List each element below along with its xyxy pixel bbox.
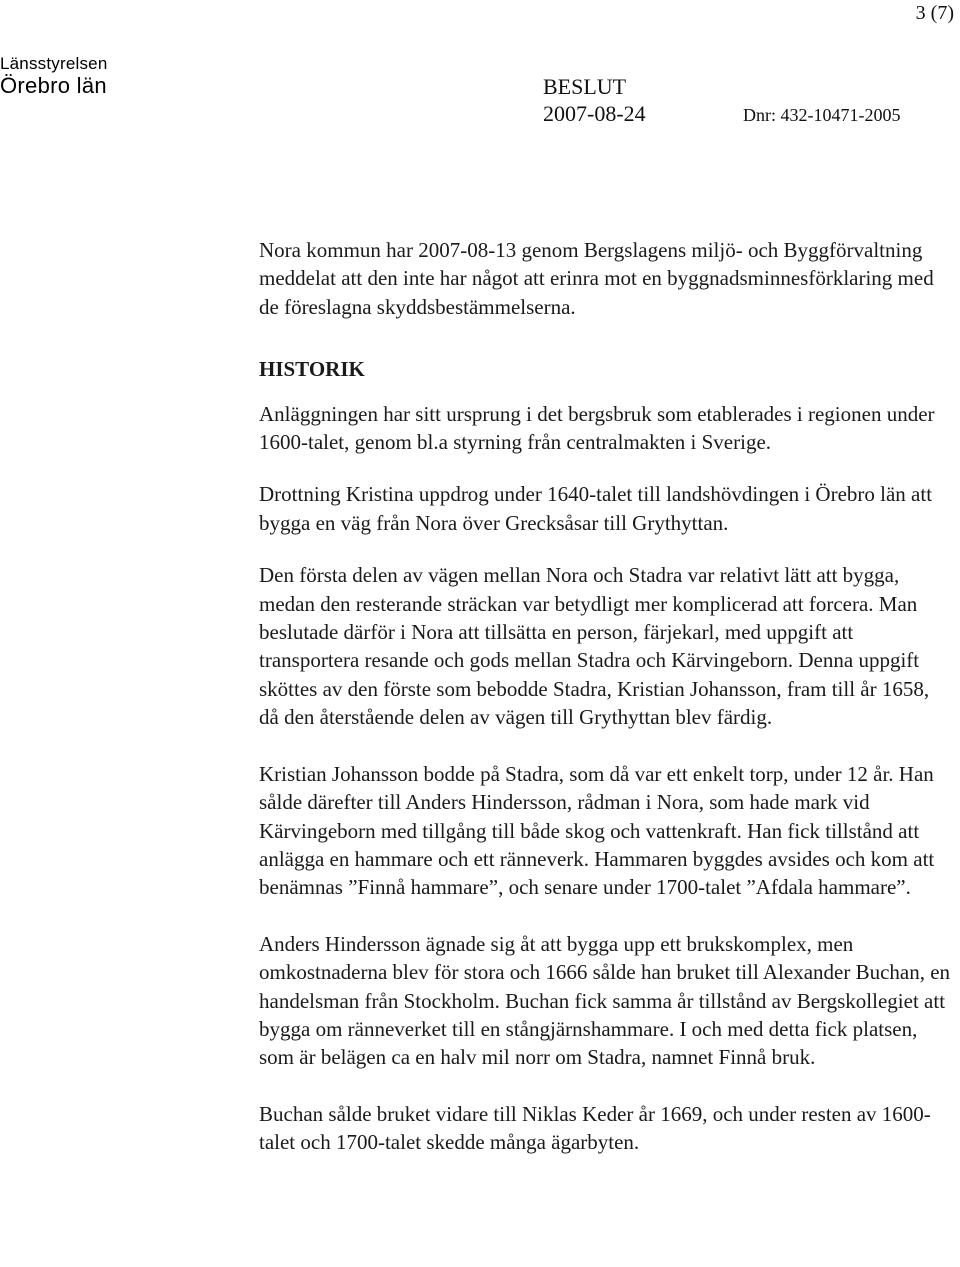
paragraph: Den första delen av vägen mellan Nora och Stadra var relativt lätt att bygga, medan den resterande sträckan var betydligt mer komplicerad att forcera. Man beslutade därför i Nora att tillsätta en person, färjekarl, med uppgift att transportera resande och gods mellan Stadra och Kärvingeborn. Denna uppgift sköttes av den förste som bebodde Stadra, Kristian Johansson, fram till år 1658, då den återstående delen av vägen till Grythyttan blev färdig.: [259, 563, 930, 730]
intro-paragraph: Nora kommun har 2007-08-13 genom Bergslagens miljö- och Byggförvaltning meddelat att den inte har något att erinra mot en byggnadsminnesförklaring med de föreslagna skyddsbestämmelserna.: [259, 238, 934, 319]
document-date: 2007-08-24: [543, 101, 646, 126]
document-dnr: Dnr: 432-10471-2005: [743, 105, 901, 125]
paragraph: Kristian Johansson bodde på Stadra, som då var ett enkelt torp, under 12 år. Han sålde därefter till Anders Hindersson, rådman i Nora, som hade mark vid Kärvingeborn med tillgång till både skog och vattenkraft. Han fick tillstånd att anlägga en hammare och ett ränneverk. Hammaren byggdes avsides och kom att benämnas ”Finnå hammare”, och senare under 1700-talet ”Afdala hammare”.: [259, 761, 935, 900]
section-heading: HISTORIK: [259, 357, 365, 382]
document-body: [259, 236, 953, 1157]
page-number: 3 (7): [915, 2, 954, 24]
document-type: BESLUT: [543, 74, 627, 99]
paragraph: Buchan sålde bruket vidare till Niklas Keder år 1669, och under resten av 1600-talet och 1700-talet skedde många ägarbyten.: [259, 1101, 931, 1155]
paragraph: Anders Hindersson ägnade sig åt att bygga upp ett brukskomplex, men omkostnaderna blev för stora och 1666 sålde han bruket till Alexander Buchan, en handelsman från Stockholm. Buchan fick samma år tillstånd av Bergskollegiet att bygga om ränneverket till en stångjärnshammare. I och med detta fick platsen, som är belägen ca en halv mil norr om Stadra, namnet Finnå bruk.: [259, 931, 951, 1070]
authority-logo: [0, 54, 108, 98]
county-name: Örebro län: [0, 73, 107, 98]
paragraph: Drottning Kristina uppdrog under 1640-talet till landshövdingen i Örebro län att bygga en väg från Nora över Grecksåsar till Grythyttan.: [259, 482, 933, 535]
paragraph: Anläggningen har sitt ursprung i det bergsbruk som etablerades i regionen under 1600-talet, genom bl.a styrning från centralmakten i Sverige.: [259, 401, 935, 455]
organization-name: Länsstyrelsen: [0, 54, 108, 73]
